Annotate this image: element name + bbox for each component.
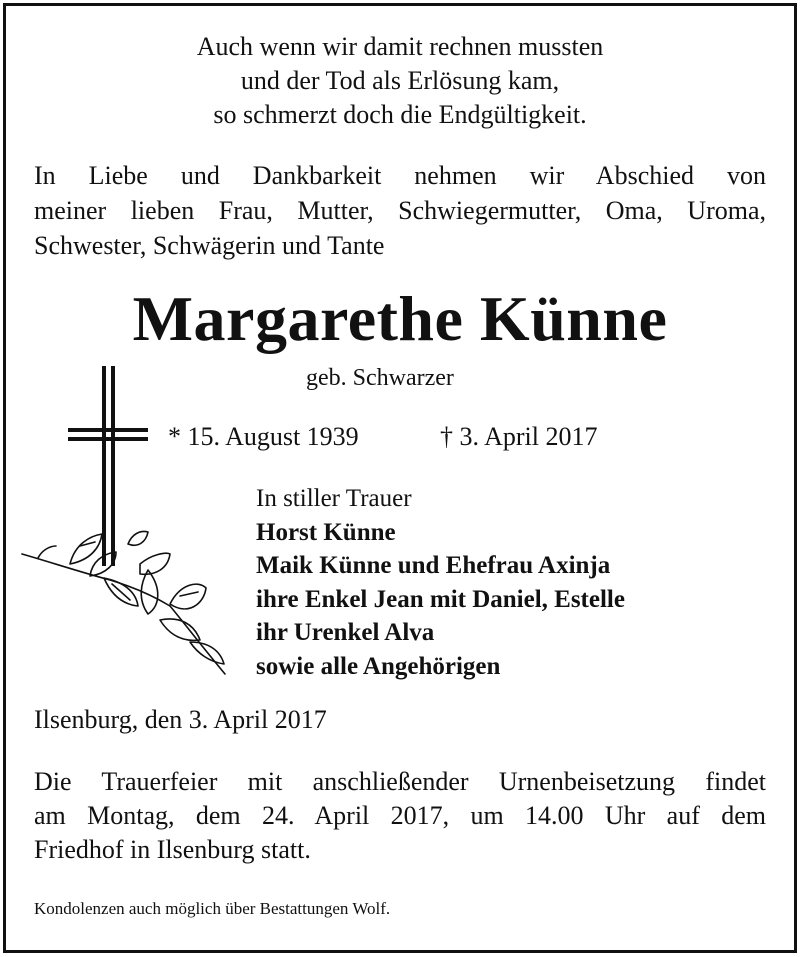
deceased-name: Margarethe Künne [132, 283, 668, 354]
intro-line: Schwester, Schwägerin und Tante [34, 231, 385, 260]
opening-quote [0, 30, 800, 132]
place-date: Ilsenburg, den 3. April 2017 [34, 705, 327, 734]
quote-line: und der Tod als Erlösung kam, [240, 66, 560, 95]
mourners-block [256, 482, 625, 683]
mourners-heading: In stiller Trauer [256, 485, 412, 512]
mourner-name: Horst Künne [256, 518, 396, 546]
mourner-name: Maik Künne und Ehefrau Axinja [256, 552, 611, 579]
condolence-note: Kondolenzen auch möglich über Bestattungen Wolf. [34, 899, 391, 918]
funeral-line: Friedhof in Ilsenburg statt. [34, 835, 311, 864]
quote-line: so schmerzt doch die Endgültigkeit. [213, 100, 587, 129]
mourner-name: sowie alle Angehörigen [256, 652, 501, 680]
birth-name: geb. Schwarzer [306, 365, 454, 391]
intro-line: In Liebe und Dankbarkeit nehmen wir Abschied von [34, 161, 766, 190]
funeral-line: Die Trauerfeier mit anschließender Urnenbeisetzung findet [34, 767, 766, 796]
quote-line: Auch wenn wir damit rechnen mussten [196, 32, 604, 61]
birth-date: * 15. August 1939 [168, 422, 359, 451]
intro-text [34, 158, 766, 263]
funeral-line: am Montag, dem 24. April 2017, um 14.00 Uhr auf dem [34, 801, 766, 830]
mourner-name: ihr Urenkel Alva [256, 619, 435, 646]
funeral-notice [34, 765, 766, 867]
death-date: † 3. April 2017 [440, 422, 598, 451]
leaf-branch-icon [20, 524, 235, 689]
mourner-name: ihre Enkel Jean mit Daniel, Estelle [256, 585, 625, 613]
intro-line: meiner lieben Frau, Mutter, Schwiegermutter, Oma, Uroma, [34, 196, 766, 225]
